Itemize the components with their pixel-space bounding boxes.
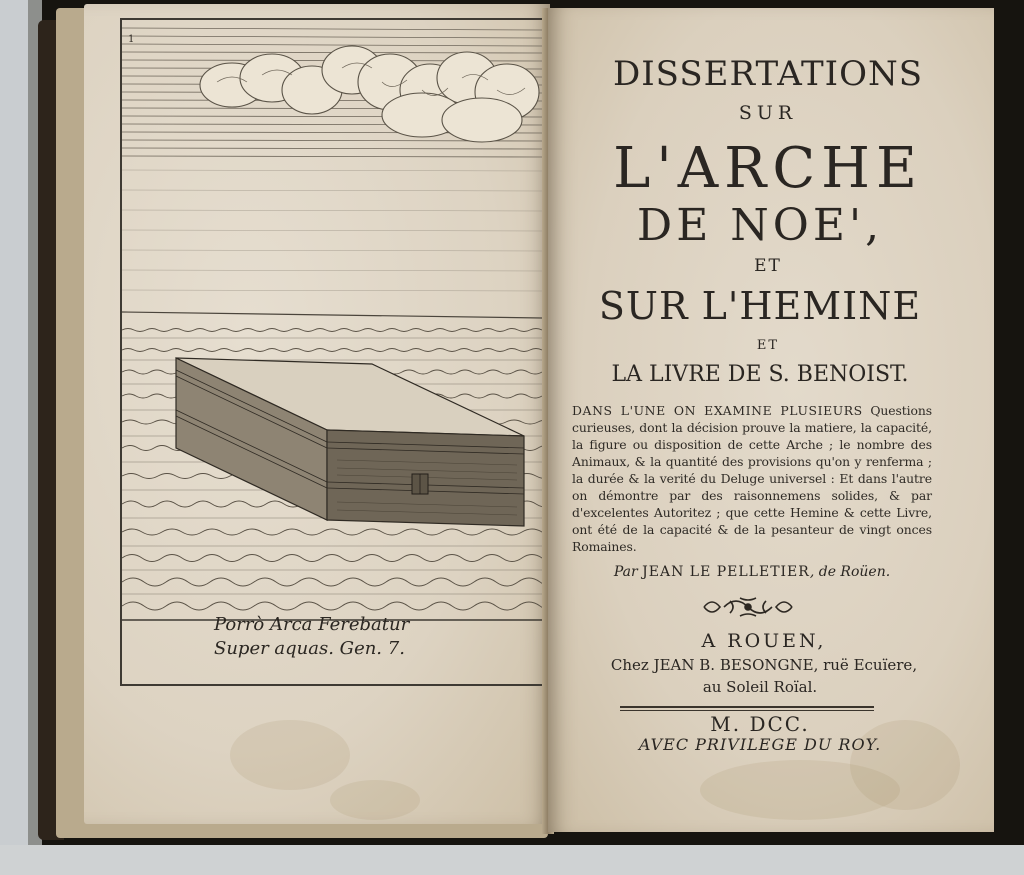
author-name: JEAN LE PELLETIER — [642, 564, 810, 580]
imprint-rule-thin — [620, 710, 874, 711]
engraving-caption-line2: Super aquas. Gen. 7. — [214, 638, 405, 659]
imprint-privilege: AVEC PRIVILEGE DU ROY. — [638, 735, 882, 754]
title-noe: DE NOE', — [636, 200, 884, 251]
title-et: ET — [754, 256, 782, 276]
description-heading: DANS L'UNE ON EXAMINE PLUSIEURS — [572, 403, 863, 418]
imprint-rule — [620, 706, 874, 708]
author-prefix: Par — [613, 564, 638, 580]
engraving-caption-line1: Porrò Arca Ferebatur — [214, 614, 410, 635]
title-dissertations: DISSERTATIONS — [612, 54, 924, 94]
title-description — [572, 402, 932, 555]
title-arche: L'ARCHE — [613, 136, 923, 201]
title-et-second: ET — [756, 338, 780, 353]
imprint-printer: Chez JEAN B. BESONGNE, ruë Ecuïere, — [610, 656, 918, 674]
imprint-place: A ROUEN, — [701, 630, 827, 652]
imprint-sign: au Soleil Roïal. — [702, 678, 818, 696]
title-livre: LA LIVRE DE S. BENOIST. — [611, 362, 909, 387]
imprint-date: M. DCC. — [710, 712, 810, 736]
author-suffix: , de Roüen. — [809, 564, 891, 580]
fleuron-ornament-icon — [700, 594, 796, 620]
cloud — [200, 46, 539, 142]
ark — [176, 358, 524, 526]
light-sky — [122, 170, 542, 291]
title-sur: SUR — [738, 102, 798, 124]
page-stain — [230, 720, 350, 790]
description-body: Questions curieuses, dont la décision prouve la matiere, la capacité, la figure ou disposition de cette Arche ; le nombre des Animaux, & la quantité des provisions qu'on y renferma ; la durée & la verité du Deluge universel : Et dans l'autre on démontre par des raisonnemens solides, & par d'excelentes Autoritez ; que cette Hemine & cette Livre, ont été de la capacité & de la pesanteur de vingt onces Romaines. — [572, 403, 932, 554]
title-hemine: SUR L'HEMINE — [598, 284, 922, 328]
author-line — [572, 564, 932, 580]
ark-engraving — [122, 20, 542, 684]
page-stain — [330, 780, 420, 820]
plate-number: 1 — [128, 34, 135, 45]
backdrop-table — [0, 845, 1024, 875]
